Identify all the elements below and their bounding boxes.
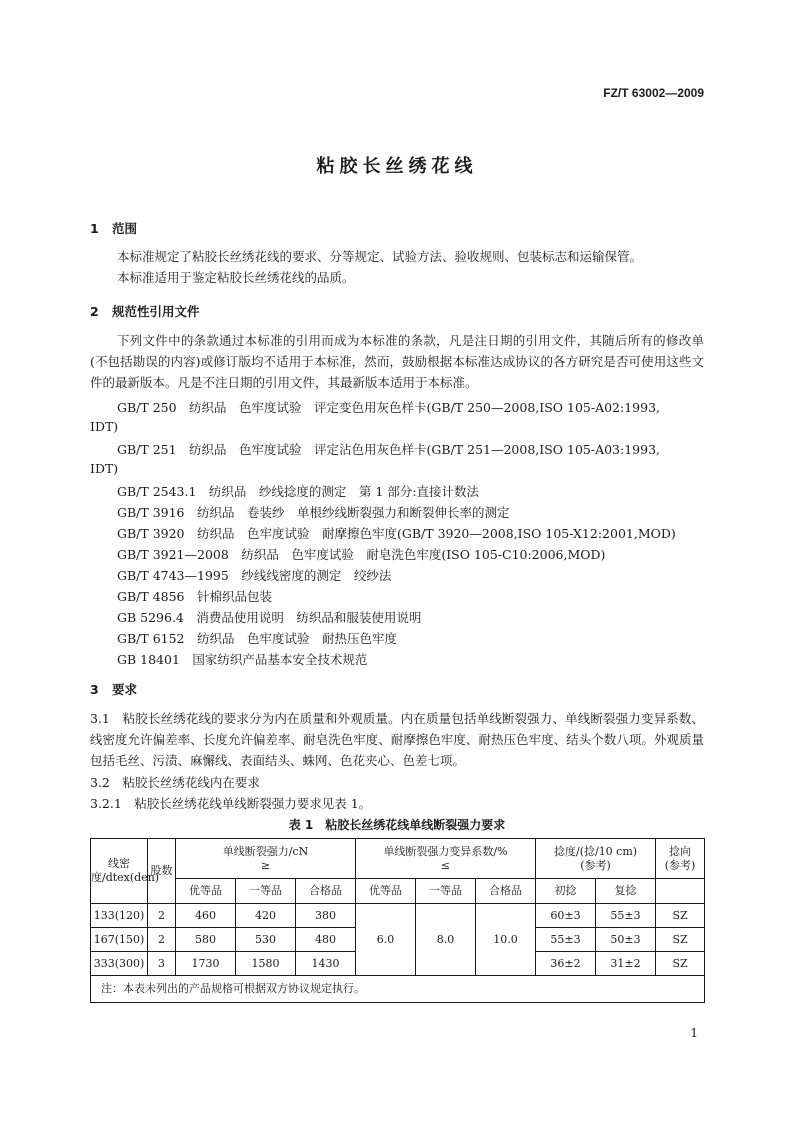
section-number: 1 (90, 221, 99, 236)
reference-item: GB/T 251 纺织品 色牢度试验 评定沾色用灰色样卡(GB/T 251—2008,ISO 105-A03:1993, (117, 442, 661, 457)
ply-header: 股数 (148, 839, 176, 904)
final-twist-cell: 55±3 (596, 904, 656, 928)
initial-twist-cell: 36±2 (536, 952, 596, 976)
cv-header-symbol: ≤ (440, 858, 451, 872)
reference-item: GB/T 250 纺织品 色牢度试验 评定变色用灰色样卡(GB/T 250—2008,ISO 105-A02:1993, (117, 400, 661, 415)
table-subheader-row (91, 879, 705, 904)
direction-cell: SZ (656, 952, 705, 976)
section-2-heading (90, 302, 200, 320)
reference-item: GB/T 4743—1995 纱线线密度的测定 绞纱法 (117, 568, 392, 583)
strength-cell: 1580 (236, 952, 296, 976)
page-number: 1 (690, 1026, 698, 1040)
standard-code: FZ/T 63002—2009 (603, 86, 704, 100)
strength-cell: 580 (176, 928, 236, 952)
cv-cell: 8.0 (416, 904, 476, 976)
section-title: 规范性引用文件 (112, 304, 200, 319)
table-caption: 表 1 粘胶长丝绣花线单线断裂强力要求 (288, 818, 506, 832)
table-row (91, 904, 705, 928)
grade-header: 优等品 (176, 879, 236, 904)
twist-header-label: 捻度/(捻/10 cm) (553, 844, 638, 858)
empty-cell (656, 879, 705, 904)
reference-item: GB/T 2543.1 纺织品 纱线捻度的测定 第 1 部分:直接计数法 (117, 484, 480, 499)
strength-cell: 460 (176, 904, 236, 928)
cv-header-label: 单线断裂强力变异系数/% (383, 844, 508, 858)
density-cell: 333(300) (91, 952, 148, 976)
twist-header (536, 839, 656, 879)
grade-header: 优等品 (356, 879, 416, 904)
grade-header: 一等品 (416, 879, 476, 904)
density-header: 线密度/dtex(den) (91, 839, 148, 904)
initial-twist-cell: 60±3 (536, 904, 596, 928)
direction-header (656, 839, 705, 879)
initial-twist-cell: 55±3 (536, 928, 596, 952)
table-note: 注：本表未列出的产品规格可根据双方协议规定执行。 (91, 976, 705, 1003)
table-header-row (91, 839, 705, 879)
density-cell: 167(150) (91, 928, 148, 952)
cv-cell: 10.0 (476, 904, 536, 976)
reference-item: GB 18401 国家纺织产品基本安全技术规范 (117, 652, 368, 667)
strength-cell: 480 (296, 928, 356, 952)
strength-requirements-table (90, 838, 705, 1003)
section-title: 要求 (112, 682, 138, 697)
direction-cell: SZ (656, 904, 705, 928)
document-title: 粘胶长丝绣花线 (316, 156, 478, 177)
clause-3-2-1: 3.2.1 粘胶长丝绣花线单线断裂强力要求见表 1。 (90, 796, 372, 811)
scope-paragraph-1: 本标准规定了粘胶长丝绣花线的要求、分等规定、试验方法、验收规则、包装标志和运输保管。 (117, 249, 643, 264)
strength-cell: 1430 (296, 952, 356, 976)
ply-cell: 2 (148, 928, 176, 952)
direction-header-label: 捻向 (669, 844, 692, 858)
clause-3-1: 3.1 粘胶长丝绣花线的要求分为内在质量和外观质量。内在质量包括单线断裂强力、单线断裂强力变异系数、线密度允许偏差率、长度允许偏差率、耐皂洗色牢度、耐摩擦色牢度、耐热压色牢度、结头个数八项。外观质量包括毛丝、污渍、麻懈线、表面结头、蛛网、色花夹心、色差七项。 (90, 711, 704, 769)
clause-3-2: 3.2 粘胶长丝绣花线内在要求 (90, 775, 260, 790)
scope-paragraph-2: 本标准适用于鉴定粘胶长丝绣花线的品质。 (117, 270, 355, 285)
direction-cell: SZ (656, 928, 705, 952)
reference-item: GB/T 4856 针棉织品包装 (117, 589, 273, 604)
table-note-row (91, 976, 705, 1003)
section-title: 范围 (112, 221, 138, 236)
grade-header: 合格品 (476, 879, 536, 904)
reference-item-continuation: IDT) (90, 419, 119, 434)
final-twist-header: 复捻 (596, 879, 656, 904)
reference-item: GB 5296.4 消费品使用说明 纺织品和服装使用说明 (117, 610, 422, 625)
cv-cell: 6.0 (356, 904, 416, 976)
ply-cell: 3 (148, 952, 176, 976)
final-twist-cell: 31±2 (596, 952, 656, 976)
strength-cell: 530 (236, 928, 296, 952)
strength-header-label: 单线断裂强力/cN (222, 844, 309, 858)
reference-item-continuation: IDT) (90, 461, 119, 476)
section-3-heading (90, 680, 137, 698)
strength-header-symbol: ≥ (260, 858, 271, 872)
twist-header-note: (参考) (580, 858, 611, 872)
references-intro: 下列文件中的条款通过本标准的引用而成为本标准的条款，凡是注日期的引用文件，其随后所有的修改单(不包括勘误的内容)或修订版均不适用于本标准，然而，鼓励根据本标准达成协议的各方研究是否可使用这些文件的最新版本。凡是不注日期的引用文件，其最新版本适用于本标准。 (90, 333, 704, 391)
reference-item: GB/T 3916 纺织品 卷装纱 单根纱线断裂强力和断裂伸长率的测定 (117, 505, 510, 520)
section-number: 3 (90, 682, 99, 697)
initial-twist-header: 初捻 (536, 879, 596, 904)
grade-header: 合格品 (296, 879, 356, 904)
direction-header-note: (参考) (664, 858, 696, 872)
reference-item: GB/T 3920 纺织品 色牢度试验 耐摩擦色牢度(GB/T 3920—2008,ISO 105-X12:2001,MOD) (117, 526, 676, 541)
density-cell: 133(120) (91, 904, 148, 928)
reference-item: GB/T 3921—2008 纺织品 色牢度试验 耐皂洗色牢度(ISO 105-C10:2006,MOD) (117, 547, 606, 562)
strength-cell: 420 (236, 904, 296, 928)
grade-header: 一等品 (236, 879, 296, 904)
final-twist-cell: 50±3 (596, 928, 656, 952)
strength-cell: 1730 (176, 952, 236, 976)
ply-cell: 2 (148, 904, 176, 928)
section-1-heading (90, 219, 137, 237)
strength-header (176, 839, 356, 879)
section-number: 2 (90, 304, 99, 319)
strength-cell: 380 (296, 904, 356, 928)
cv-header (356, 839, 536, 879)
reference-item: GB/T 6152 纺织品 色牢度试验 耐热压色牢度 (117, 631, 398, 646)
